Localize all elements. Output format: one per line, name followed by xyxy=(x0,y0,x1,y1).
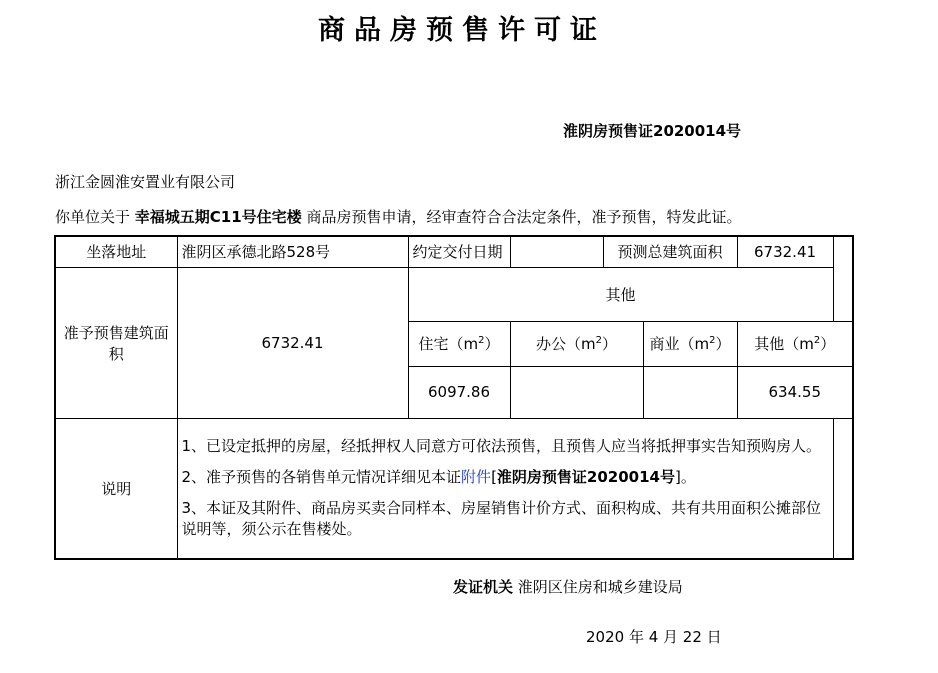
issuer-label: 发证机关 xyxy=(453,578,514,596)
table-row xyxy=(55,418,853,559)
delivery-date-value xyxy=(510,236,603,267)
residential-label: 住宅$(m^2)$ xyxy=(408,321,510,366)
note-3: 3、本证及其附件、商品房买卖合同样本、房屋销售计价方式、面积构成、共有共用面积公摊部位说明等，须公示在售楼处。 xyxy=(181,499,822,539)
other-label: 其他$(m^2)$ xyxy=(737,321,853,366)
issue-date: 2020 年 4 月 22 日 xyxy=(586,628,722,646)
table-row xyxy=(55,236,853,267)
company-name: 浙江金圆淮安置业有限公司 xyxy=(55,173,236,191)
approved-area-label: 准予预售建筑面积 xyxy=(55,267,177,418)
other-header: 其他 xyxy=(408,267,833,321)
document-title: 商品房预售许可证 xyxy=(318,15,606,46)
note-2: 2、准予预售的各销售单元情况详细见本证附件[淮阴房预售证2020014号]。 xyxy=(181,468,696,487)
certificate-number: 淮阴房预售证2020014号 xyxy=(563,122,742,140)
intro-prefix: 你单位关于 xyxy=(55,208,135,226)
project-name: 幸福城五期C11号住宅楼 xyxy=(134,208,302,226)
location-value: 淮阴区承德北路528号 xyxy=(177,236,408,267)
table-row xyxy=(55,267,853,321)
projected-area-value: 6732.41 xyxy=(737,236,833,267)
issuer-value: 淮阴区住房和城乡建设局 xyxy=(513,578,683,596)
approved-area-value: 6732.41 xyxy=(177,267,408,418)
office-value xyxy=(510,366,643,418)
residential-value: 6097.86 xyxy=(408,366,510,418)
commercial-label: 商业$(m^2)$ xyxy=(643,321,737,366)
notes-label: 说明 xyxy=(55,418,177,559)
attachment-link[interactable]: 附件 xyxy=(461,468,492,487)
other-value: 634.55 xyxy=(737,366,853,418)
delivery-date-label: 约定交付日期 xyxy=(408,236,510,267)
office-label: 办公$(m^2)$ xyxy=(510,321,643,366)
permit-table xyxy=(54,235,854,560)
commercial-value xyxy=(643,366,737,418)
attachment-cert-no: 淮阴房预售证2020014号 xyxy=(496,468,675,487)
issuing-authority xyxy=(453,576,683,597)
intro-sentence xyxy=(55,206,741,227)
notes-content xyxy=(177,418,833,559)
intro-suffix: 商品房预售申请，经审查符合合法定条件，准予预售，特发此证。 xyxy=(301,208,742,226)
note-1: 1、已设定抵押的房屋，经抵押权人同意方可依法预售，且预售人应当将抵押事实告知预购房人。 xyxy=(181,437,822,456)
location-label: 坐落地址 xyxy=(55,236,177,267)
projected-area-label: 预测总建筑面积 xyxy=(603,236,737,267)
